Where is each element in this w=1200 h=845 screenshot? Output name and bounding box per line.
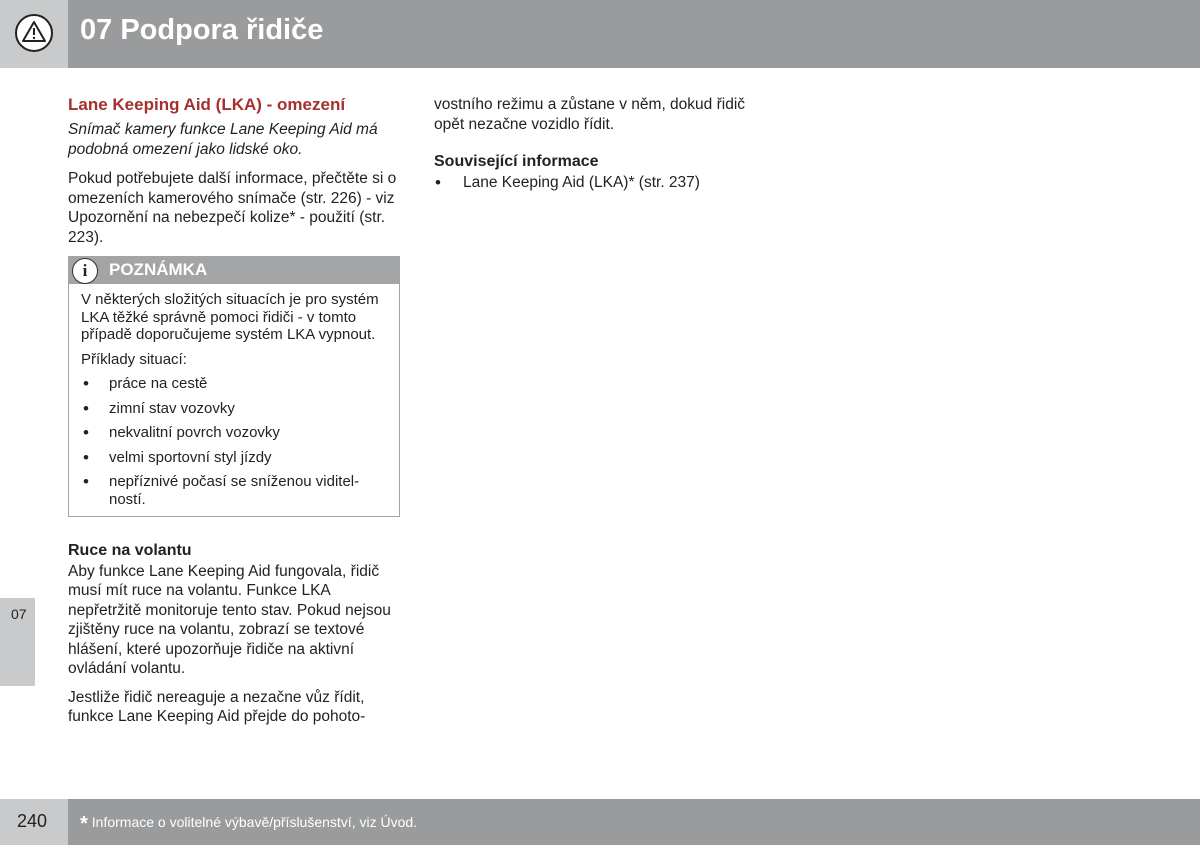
hands-heading: Ruce na volantu bbox=[68, 542, 192, 559]
page-header bbox=[0, 0, 1200, 68]
continued-paragraph: vostního režimu a zůstane v něm, dokud řidič opět nezačne vozidlo řídit. bbox=[434, 96, 746, 133]
list-item: • nepříznivé počasí se sníženou viditel-ností. bbox=[81, 473, 387, 508]
related-heading: Související informace bbox=[434, 153, 599, 170]
footer-note-text: Informace o volitelné výbavě/příslušenství, viz Úvod. bbox=[91, 814, 418, 830]
column-right bbox=[434, 95, 774, 192]
list-item: • zimní stav vozovky bbox=[81, 400, 387, 418]
list-item: • práce na cestě bbox=[81, 375, 387, 393]
noreact-paragraph: Jestliže řidič nereaguje a nezačne vůz řídit, funkce Lane Keeping Aid přejde do pohoto- bbox=[68, 688, 366, 725]
note-text: V některých složitých situacích je pro systém LKA těžké správně pomoci řidiči - v tomto případě doporučujeme systém LKA vypnout. bbox=[81, 291, 379, 343]
list-item: • nekvalitní povrch vozovky bbox=[81, 424, 387, 442]
warning-triangle-icon bbox=[15, 14, 53, 52]
page-number: 240 bbox=[17, 811, 48, 831]
header-icon-cell bbox=[0, 0, 68, 68]
hands-paragraph: Aby funkce Lane Keeping Aid fungovala, řidič musí mít ruce na volantu. Funkce LKA nepřetržitě monitoruje tento stav. Pokud nejsou zjištěny ruce na volantu, zobrazí se textové hlášení, které upozorňuje řidiče na aktivní ovládání volantu. bbox=[68, 562, 391, 677]
note-body bbox=[69, 284, 399, 516]
list-item: • velmi sportovní styl jízdy bbox=[81, 449, 387, 467]
chapter-tab bbox=[0, 598, 35, 686]
footer-star: * bbox=[80, 813, 88, 835]
note-title: POZNÁMKA bbox=[109, 260, 208, 279]
page-title: 07 Podpora řidiče bbox=[80, 14, 324, 46]
chapter-tab-label: 07 bbox=[11, 606, 27, 622]
related-list bbox=[434, 173, 774, 193]
column-left bbox=[68, 95, 400, 736]
note-box bbox=[68, 256, 400, 517]
section-title: Lane Keeping Aid (LKA) - omezení bbox=[68, 95, 346, 114]
note-header bbox=[69, 257, 399, 284]
page-number-cell bbox=[0, 799, 68, 845]
note-list bbox=[81, 375, 387, 508]
note-examples-label: Příklady situací: bbox=[81, 350, 187, 368]
page-footer bbox=[0, 799, 1200, 845]
intro-paragraph: Pokud potřebujete další informace, přečtěte si o omezeních kamerového snímače (str. 226) - viz Upozornění na nebezpečí kolize* - použití (str. 223). bbox=[68, 170, 397, 246]
related-link[interactable]: • Lane Keeping Aid (LKA)* (str. 237) bbox=[434, 173, 774, 193]
lead-paragraph: Snímač kamery funkce Lane Keeping Aid má podobná omezení jako lidské oko. bbox=[68, 121, 378, 158]
info-icon: i bbox=[72, 258, 98, 284]
footer-note bbox=[80, 813, 417, 836]
